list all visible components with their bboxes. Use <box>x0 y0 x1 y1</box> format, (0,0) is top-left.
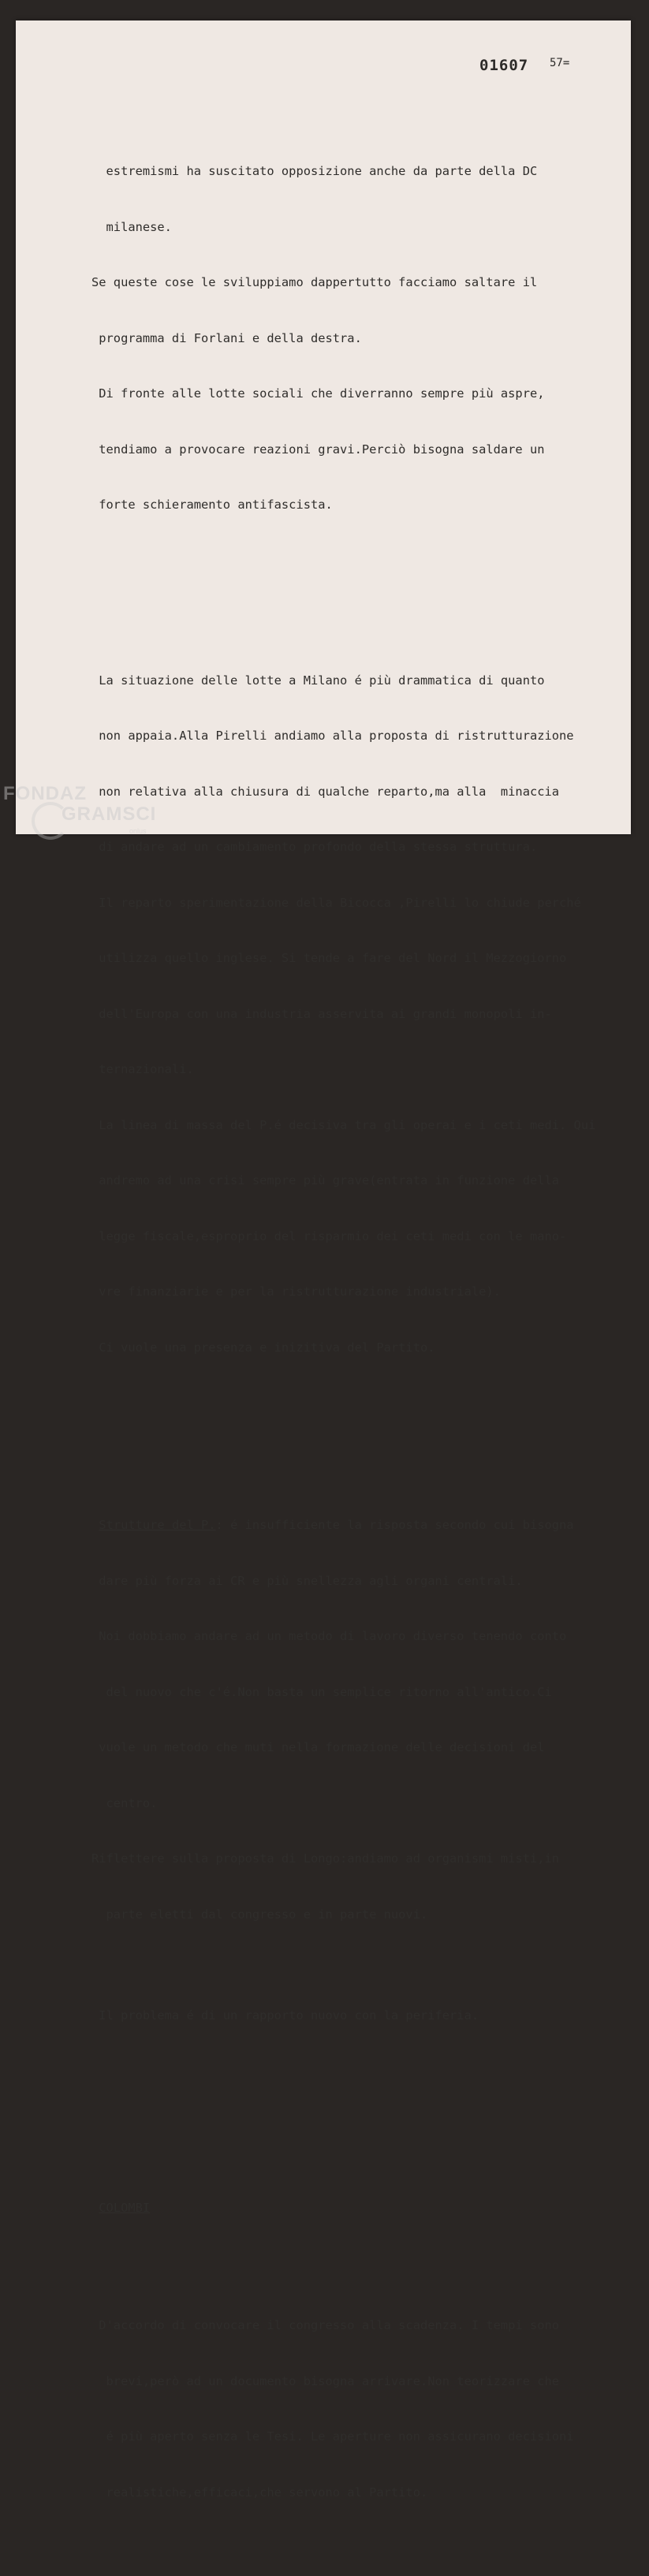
text-line: La situazione delle lotte a Milano é più drammatica di quanto <box>91 673 545 688</box>
text-line: dell'Europa con una industria asservita ai grandi monopoli in- <box>91 1006 552 1021</box>
paragraph-2 <box>91 635 620 1395</box>
section-colombi <box>91 2162 620 2540</box>
text-line: Il reparto sperimentazione della Bicocca ,Pirelli lo chiude perché <box>91 895 581 910</box>
text-line: Noi dobbiamo andare ad un metodo di lavoro diverso tenendo conto <box>91 1629 567 1643</box>
text-line: realistiche,efficaci,che servono al Partito. <box>91 2485 428 2500</box>
text-line: forte schieramento antifascista. <box>91 498 333 512</box>
heading-line-rest: : é insufficiente la risposta secondo cui bisogna <box>215 1518 574 1532</box>
text-line: D'accordo di convocare il congresso alla scadenza. I tempi sono <box>91 2318 560 2332</box>
paragraph-1 <box>91 125 620 552</box>
text-line: non appaia.Alla Pirelli andiamo alla proposta di ristrutturazione <box>91 729 574 743</box>
text-line: parte eletti dal congresso e in parte nuovi. <box>91 1907 428 1922</box>
text-line: tendiamo a provocare reazioni gravi.Perciò bisogna saldare un <box>91 442 545 457</box>
page-number: 57= <box>550 57 570 69</box>
text-line: dare più forza ai CR e più snellezza agli organi centrali. <box>91 1573 523 1588</box>
text-line: Se queste cose le sviluppiamo dappertutto facciamo saltare il <box>91 275 538 289</box>
text-line <box>91 2199 620 2218</box>
text-line: programma di Forlani e della destra. <box>91 330 362 345</box>
text-line: Il problema é di un rapporto nuovo con la periferia. <box>91 2008 479 2022</box>
section-strutture <box>91 1479 620 2063</box>
text-line: vuole un metodo che muti nella formazione delle decisioni del <box>91 1740 545 1754</box>
text-line: Di fronte alle lotte sociali che diverranno sempre più aspre, <box>91 386 545 401</box>
text-line: del nuovo che c'é.Non basta un semplice ritorno all'antico.Ci <box>91 1684 552 1699</box>
text-line: di andare ad un cambiamento profondo della stessa struttura. <box>91 840 538 854</box>
text-line <box>91 1516 620 1535</box>
section-heading-strutture: Strutture del P. <box>99 1518 216 1532</box>
text-line: La linea di massa del P.é decisiva tra gli operai e i ceti medi. Qui <box>91 1117 596 1132</box>
text-line: utilizza quello inglese. Si tende a fare del Nord il Mezzogiorno <box>91 951 567 965</box>
text-line: vre finanziarie e per la ristrutturazione industriale). <box>91 1284 501 1299</box>
document-body <box>91 88 620 2576</box>
fondazione-gramsci-watermark <box>0 777 158 848</box>
document-page <box>16 21 631 2500</box>
text-line: estremismi ha suscitato opposizione anche da parte della DC <box>91 164 538 178</box>
text-line: ternazionali. <box>91 1062 194 1076</box>
text-line: legge fiscale,esproprio del risparmio dei ceti medi con le mano- <box>91 1228 567 1243</box>
text-line: brevi,però ad un documento bisogna arrivare.Non teorizzare che <box>91 2373 560 2388</box>
text-line: centro. <box>91 1795 158 1810</box>
watermark-line-1: FONDAZ <box>3 783 87 804</box>
text-line: Riflettere sulla proposta di Longo:andiamo ad organismi misti,in <box>91 1851 560 1866</box>
speaker-heading-colombi: COLOMBI <box>99 2200 151 2215</box>
text-line: milanese. <box>91 219 172 234</box>
watermark-line-2: GRAMSCI <box>62 803 157 825</box>
watermark-onlus: onlus <box>129 827 147 835</box>
text-line: Ci vuole una presenza e inizitiva del Partito. <box>91 1340 435 1355</box>
text-line: non relativa alla chiusura di qualche reparto,ma alla minaccia <box>91 784 560 799</box>
text-line: é più aperto senza le Tesi. Le aperture non assicurano decisioni <box>91 2429 574 2444</box>
document-number: 01607 <box>479 57 529 74</box>
text-line: andremo ad una crisi sempre più grave(entrata in funzione della <box>91 1173 560 1187</box>
